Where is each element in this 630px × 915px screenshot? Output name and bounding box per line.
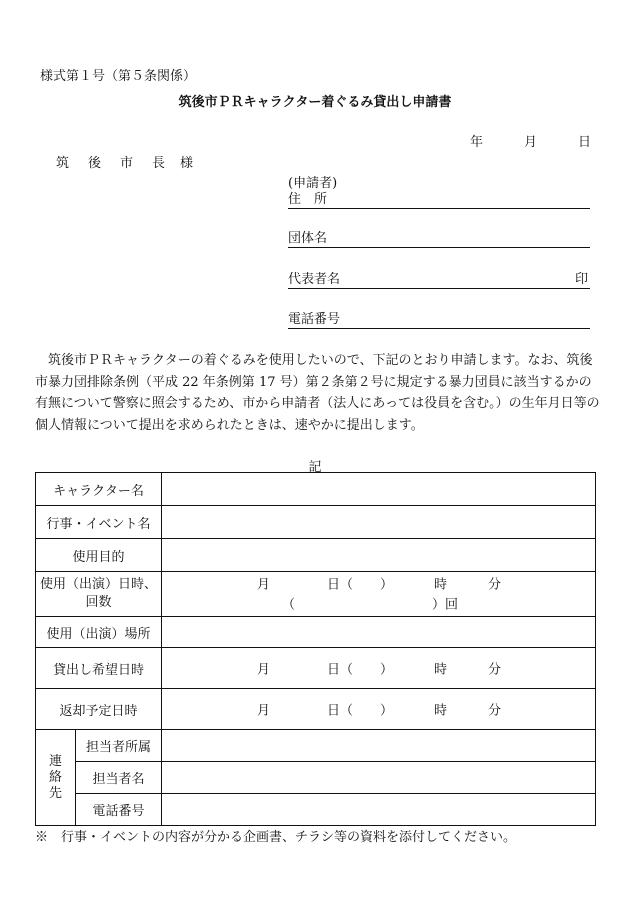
use-minute-label: 分 xyxy=(488,577,502,593)
rental-day-label: 日（ xyxy=(327,662,354,678)
representative-label: 代表者名 xyxy=(288,272,341,287)
table-row xyxy=(36,473,596,506)
table-row xyxy=(36,506,596,539)
addressee-char: 長 xyxy=(152,156,167,171)
count-paren-open: （ xyxy=(282,597,296,613)
location-cell[interactable] xyxy=(162,617,596,648)
event-name-label: 行事・イベント名 xyxy=(36,506,162,539)
addressee-char: 様 xyxy=(180,156,195,171)
table-row xyxy=(36,539,596,572)
phone-field[interactable] xyxy=(288,310,590,329)
table-row xyxy=(36,572,596,617)
address-label: 住 所 xyxy=(288,192,328,207)
contact-name-cell[interactable] xyxy=(162,762,596,794)
return-paren-close: ） xyxy=(380,703,394,719)
use-datetime-cell[interactable] xyxy=(162,572,596,617)
addressee-char: 後 xyxy=(88,156,103,171)
table-row xyxy=(36,648,596,689)
purpose-cell[interactable] xyxy=(162,539,596,572)
form-number: 様式第１号（第５条関係） xyxy=(40,69,197,84)
page-title: 筑後市ＰＲキャラクター着ぐるみ貸出し申請書 xyxy=(178,95,452,110)
date-month-label: 月 xyxy=(524,135,538,150)
return-datetime-label: 返却予定日時 xyxy=(36,689,162,730)
use-day-label: 日（ xyxy=(327,577,354,593)
seal-mark: 印 xyxy=(574,272,588,287)
use-paren-close: ） xyxy=(380,577,394,593)
contact-name-label: 担当者名 xyxy=(76,762,162,794)
character-name-label: キャラクター名 xyxy=(36,473,162,506)
date-day-label: 日 xyxy=(578,135,592,150)
contact-char: 絡 xyxy=(48,769,62,785)
use-datetime-label-line1: 使用（出演）日時、 xyxy=(39,577,157,592)
group-name-field[interactable] xyxy=(288,229,590,248)
table-row xyxy=(36,730,596,762)
use-datetime-label xyxy=(36,572,162,617)
table-row xyxy=(36,689,596,730)
table-row xyxy=(36,794,596,826)
attachment-note: ※ 行事・イベントの内容が分かる企画書、チラシ等の資料を添付してください。 xyxy=(35,830,517,845)
contact-phone-label: 電話番号 xyxy=(76,794,162,826)
use-datetime-label-line2: 回数 xyxy=(85,595,112,610)
contact-phone-cell[interactable] xyxy=(162,794,596,826)
address-field[interactable] xyxy=(288,190,590,209)
addressee-char: 市 xyxy=(120,156,135,171)
contact-char: 先 xyxy=(48,785,62,801)
event-name-cell[interactable] xyxy=(162,506,596,539)
count-paren-close: ）回 xyxy=(432,597,459,613)
rental-hour-label: 時 xyxy=(434,662,448,678)
return-hour-label: 時 xyxy=(434,703,448,719)
use-hour-label: 時 xyxy=(434,577,448,593)
return-day-label: 日（ xyxy=(327,703,354,719)
rental-minute-label: 分 xyxy=(488,662,502,678)
ki-heading: 記 xyxy=(308,460,322,475)
date-year-label: 年 xyxy=(470,135,484,150)
return-datetime-cell[interactable] xyxy=(162,689,596,730)
return-minute-label: 分 xyxy=(488,703,502,719)
group-name-label: 団体名 xyxy=(288,231,328,246)
rental-datetime-label: 貸出し希望日時 xyxy=(36,648,162,689)
table-row xyxy=(36,762,596,794)
application-statement: 筑後市ＰＲキャラクターの着ぐるみを使用したいので、下記のとおり申請します。なお、筑後市暴力団排除条例（平成 22 年条例第 17 号）第２条第２号に規定する暴力団員に該当するかの有無について警察に照会するため、市から申請者（法人にあっては役員を含む。）の生年月日等の個人情報について提出を求められたときは、速やかに提出します。 xyxy=(35,353,600,433)
location-label: 使用（出演）場所 xyxy=(36,617,162,648)
contact-dept-cell[interactable] xyxy=(162,730,596,762)
contact-dept-label: 担当者所属 xyxy=(76,730,162,762)
representative-field[interactable] xyxy=(288,270,590,289)
rental-datetime-cell[interactable] xyxy=(162,648,596,689)
table-row xyxy=(36,617,596,648)
character-name-cell[interactable] xyxy=(162,473,596,506)
addressee xyxy=(56,152,194,171)
phone-label: 電話番号 xyxy=(288,312,341,327)
applicant-heading: (申請者) xyxy=(288,176,338,191)
contact-label xyxy=(36,730,76,826)
addressee-char: 筑 xyxy=(56,156,71,171)
application-table xyxy=(35,472,596,826)
purpose-label: 使用目的 xyxy=(36,539,162,572)
return-month-label: 月 xyxy=(257,703,271,719)
use-month-label: 月 xyxy=(257,577,271,593)
contact-char: 連 xyxy=(48,753,62,769)
rental-paren-close: ） xyxy=(380,662,394,678)
rental-month-label: 月 xyxy=(257,662,271,678)
